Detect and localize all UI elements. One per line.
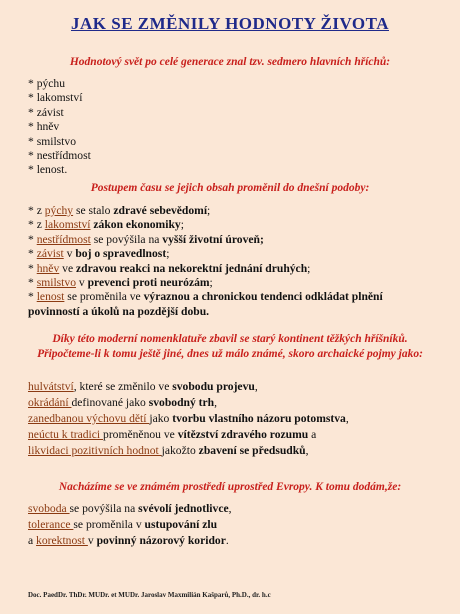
nomenclature-heading: Díky této moderní nomenklatuře zbavil se starý kontinent těžkých hříšníků. — [52, 333, 408, 345]
transform-heading: Postupem času se jejich obsah proměnil do dnešní podoby: — [90, 182, 370, 194]
list-item: * závist v boj o spravedlnost; — [28, 247, 170, 261]
list-item: a korektnost v povinný názorový koridor. — [28, 534, 229, 547]
list-item: zanedbanou výchovu dětí jako tvorbu vlastního názoru potomstva, — [28, 412, 349, 425]
list-item: svoboda se povýšila na svévolí jednotlivce, — [28, 502, 232, 515]
list-item-continuation: povinností a úkolů na pozdější dobu. — [28, 304, 210, 318]
list-item: * smilstvo v prevenci proti neurózám; — [28, 276, 213, 290]
list-item: tolerance se proměnila v ustupování zlu — [28, 518, 218, 531]
list-item: * z lakomství zákon ekonomiky; — [28, 218, 184, 232]
list-item: * z pýchy se stalo zdravé sebevědomí; — [28, 204, 211, 217]
list-item: * nestřídmost — [28, 149, 91, 163]
list-item: * hněv ve zdravou reakci na nekorektní jednání druhých; — [28, 261, 311, 275]
list-item: * lenost. — [28, 163, 68, 177]
list-item: likvidaci pozitivních hodnot jakožto zbavení se předsudků, — [28, 444, 309, 457]
list-item: * smilstvo — [28, 134, 76, 148]
list-item: neúctu k tradici proměněnou ve vítězství zdravého rozumu a — [28, 428, 317, 441]
list-item: hulvátství, které se změnilo ve svobodu projevu, — [28, 380, 258, 393]
sins-list — [28, 77, 440, 178]
transform-list — [28, 204, 440, 319]
intro-heading: Hodnotový svět po celé generace znal tzv. sedmero hlavních hříchů: — [69, 56, 391, 68]
list-item: * pýchu — [28, 77, 66, 90]
list-item: * nestřídmost se povýšila na vyšší životní úroveň; — [28, 232, 264, 246]
list-item: * lakomství — [28, 91, 83, 105]
page-title: JAK SE ZMĚNILY HODNOTY ŽIVOTA — [70, 14, 389, 33]
list-item: * hněv — [28, 120, 60, 134]
author-footer: Doc. PaedDr. ThDr. MUDr. et MUDr. Jaroslav Maxmilián Kašparů, Ph.D., dr. h.c — [28, 591, 271, 599]
archaic-heading: Připočteme-li k tomu ještě jiné, dnes už málo známé, skoro archaické pojmy jako: — [37, 348, 423, 360]
list-item: * závist — [28, 105, 64, 119]
europe-heading: Nacházíme se ve známém prostředí uprostřed Evropy. K tomu dodám,že: — [58, 481, 402, 493]
list-item: * lenost se proměnila ve výraznou a chronickou tendenci odkládat plnění — [28, 290, 383, 304]
archaic-list — [28, 379, 440, 459]
list-item: okrádání definované jako svobodný trh, — [28, 396, 218, 409]
final-list — [28, 501, 440, 549]
